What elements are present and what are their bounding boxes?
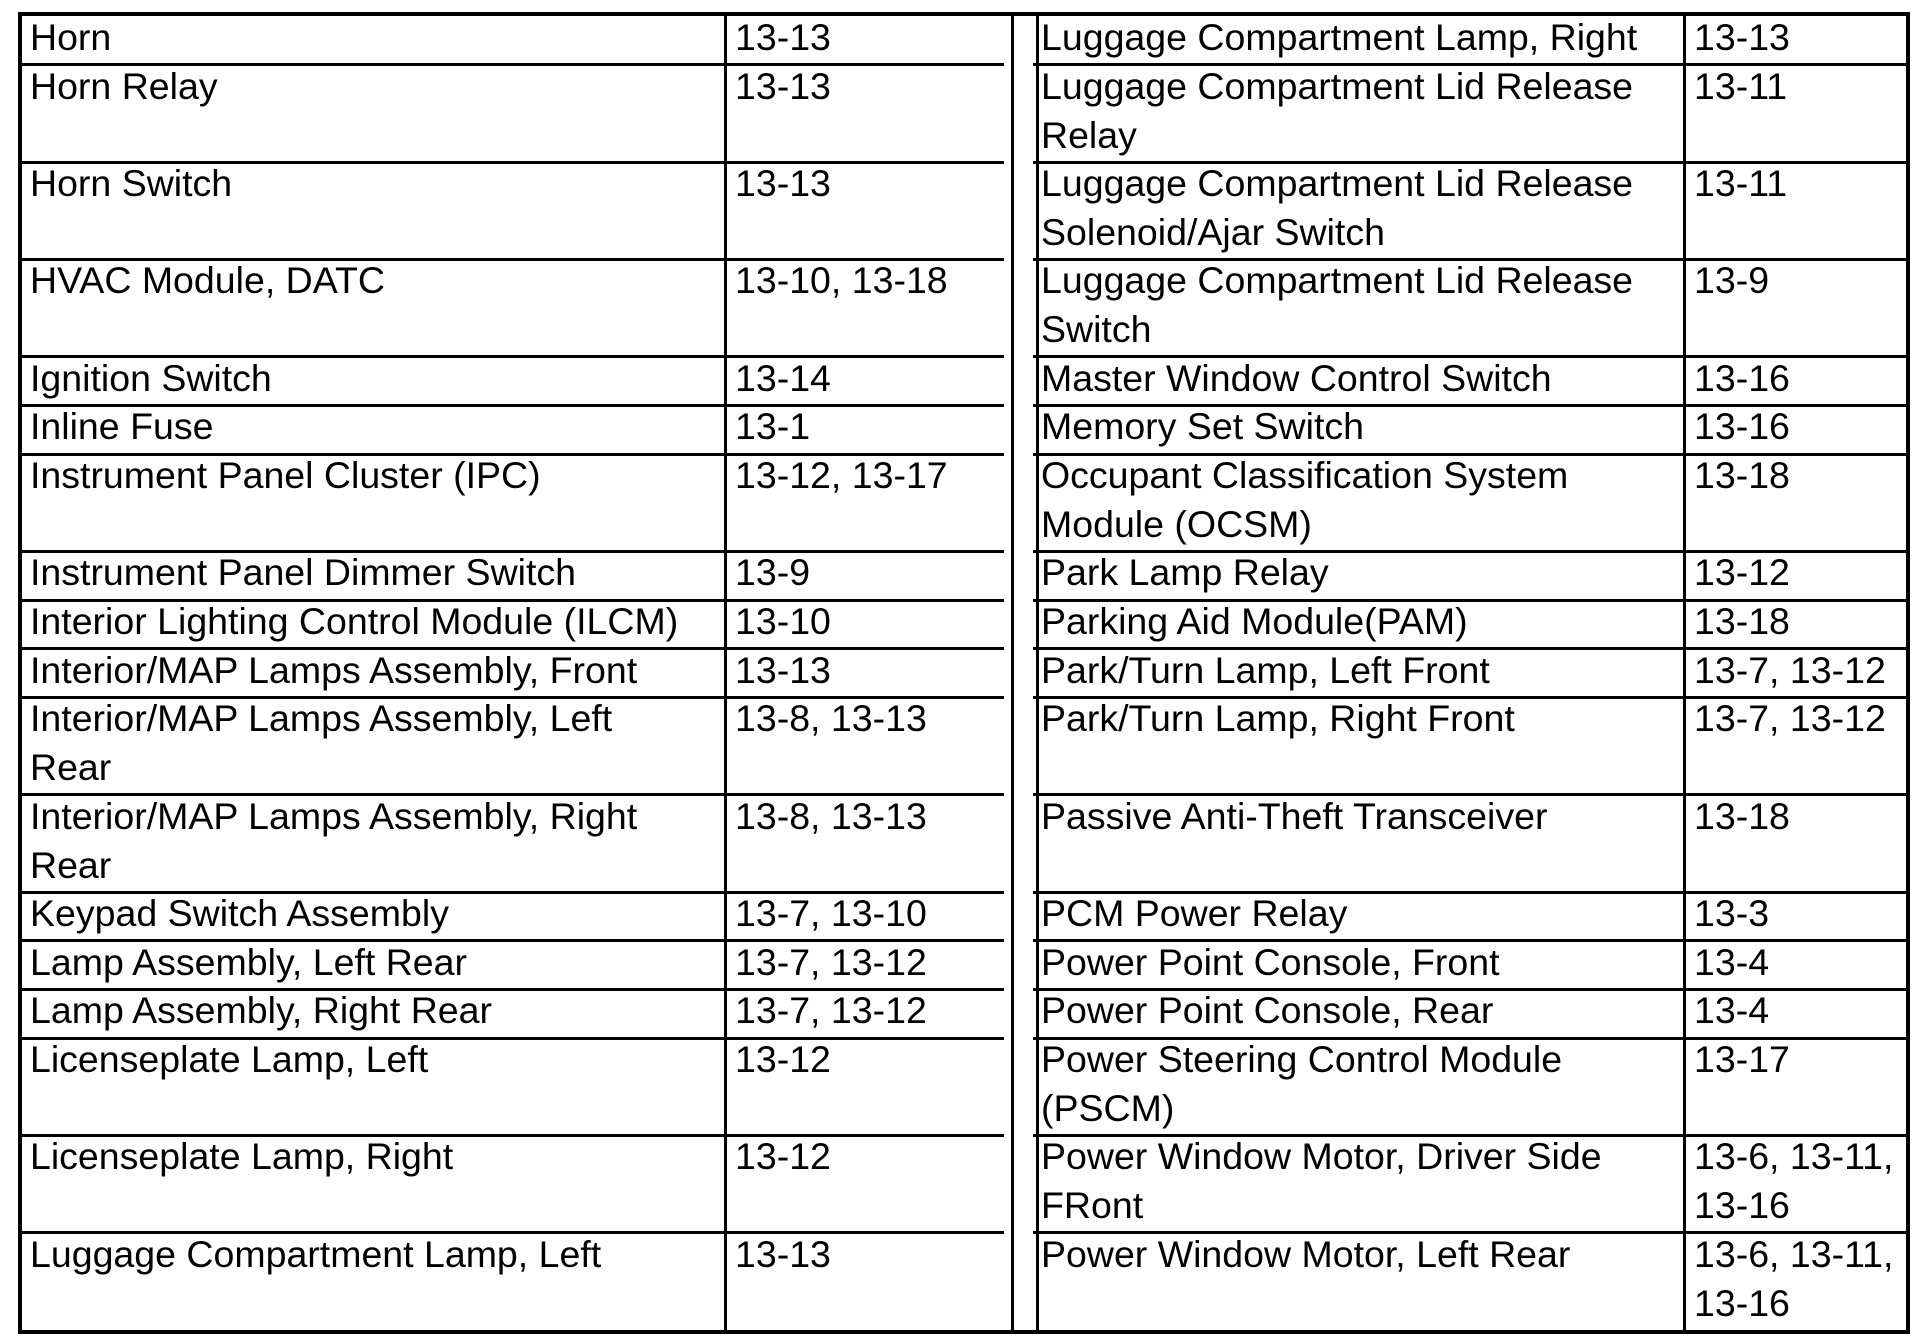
- page-reference-cell: 13-7, 13-12: [1694, 697, 1886, 740]
- component-name-cell: Power Steering Control Module (PSCM): [1041, 1038, 1563, 1129]
- component-name-cell: Power Window Motor, Left Rear: [1041, 1232, 1571, 1275]
- component-name-cell: Lamp Assembly, Right Rear: [30, 989, 492, 1032]
- page-reference-cell: 13-7, 13-12: [1694, 648, 1886, 691]
- component-name-cell: Licenseplate Lamp, Left: [30, 1038, 429, 1080]
- page-reference-cell: 13-10: [735, 600, 831, 642]
- component-name-cell: Ignition Switch: [30, 356, 272, 399]
- page-reference-cell: 13-6, 13-11, 13-16: [1694, 1135, 1894, 1227]
- component-name-cell: Parking Aid Module(PAM): [1041, 600, 1468, 642]
- page-reference-cell: 13-6, 13-11, 13-16: [1694, 1232, 1894, 1324]
- page-reference-cell: 13-13: [735, 64, 831, 107]
- page-reference-cell: 13-16: [1694, 405, 1790, 448]
- component-name-cell: Park/Turn Lamp, Left Front: [1041, 648, 1490, 691]
- page-reference-cell: 13-7, 13-12: [735, 940, 927, 983]
- component-name-cell: Park Lamp Relay: [1041, 551, 1329, 594]
- component-name-cell: Interior/MAP Lamps Assembly, Left Rear: [30, 697, 613, 789]
- component-name-cell: Horn Relay: [30, 64, 218, 107]
- component-name-cell: Horn: [30, 16, 112, 58]
- component-name-cell: Park/Turn Lamp, Right Front: [1041, 697, 1515, 740]
- component-name-cell: PCM Power Relay: [1041, 892, 1348, 934]
- page-reference-cell: 13-4: [1694, 989, 1770, 1032]
- component-name-cell: Horn Switch: [30, 162, 233, 204]
- page-reference-cell: 13-1: [735, 405, 811, 448]
- page-reference-cell: 13-9: [735, 551, 811, 594]
- page-reference-cell: 13-16: [1694, 356, 1790, 399]
- page-reference-cell: 13-11: [1694, 162, 1788, 204]
- component-index-table: [18, 12, 1910, 1334]
- component-name-cell: Keypad Switch Assembly: [30, 892, 449, 934]
- page-reference-cell: 13-12: [735, 1038, 831, 1080]
- page-reference-cell: 13-3: [1694, 892, 1770, 934]
- page-reference-cell: 13-8, 13-13: [735, 697, 927, 740]
- page-reference-cell: 13-18: [1694, 600, 1790, 642]
- component-name-cell: Instrument Panel Dimmer Switch: [30, 551, 577, 594]
- page-reference-cell: 13-12: [735, 1135, 831, 1178]
- page-reference-cell: 13-11: [1694, 64, 1788, 107]
- component-name-cell: Instrument Panel Cluster (IPC): [30, 454, 541, 496]
- page-reference-cell: 13-7, 13-12: [735, 989, 927, 1032]
- page-reference-cell: 13-13: [735, 16, 831, 58]
- component-name-cell: Master Window Control Switch: [1041, 356, 1552, 399]
- component-name-cell: Power Point Console, Rear: [1041, 989, 1494, 1032]
- component-name-cell: Power Window Motor, Driver Side FRont: [1041, 1135, 1602, 1227]
- page-reference-cell: 13-14: [735, 356, 831, 399]
- component-name-cell: Passive Anti-Theft Transceiver: [1041, 794, 1548, 837]
- component-name-cell: Power Point Console, Front: [1041, 940, 1500, 983]
- page-reference-cell: 13-13: [735, 648, 831, 691]
- page-reference-cell: 13-10, 13-18: [735, 259, 948, 302]
- component-name-cell: Interior/MAP Lamps Assembly, Front: [30, 648, 638, 691]
- page-reference-cell: 13-13: [1694, 16, 1790, 58]
- page-reference-cell: 13-13: [735, 1232, 831, 1275]
- page-reference-cell: 13-18: [1694, 794, 1790, 837]
- component-name-cell: Memory Set Switch: [1041, 405, 1364, 448]
- page-reference-cell: 13-9: [1694, 259, 1770, 302]
- component-name-cell: Luggage Compartment Lid Release Solenoid/Ajar Switch: [1041, 162, 1634, 253]
- component-name-cell: Luggage Compartment Lid Release Switch: [1041, 259, 1634, 351]
- component-name-cell: Interior Lighting Control Module (ILCM): [30, 600, 679, 642]
- component-name-cell: Luggage Compartment Lid Release Relay: [1041, 64, 1634, 156]
- component-name-cell: Luggage Compartment Lamp, Right: [1041, 16, 1638, 58]
- page-reference-cell: 13-18: [1694, 454, 1790, 496]
- page-reference-cell: 13-8, 13-13: [735, 794, 927, 837]
- component-name-cell: Interior/MAP Lamps Assembly, Right Rear: [30, 794, 638, 886]
- page-reference-cell: 13-4: [1694, 940, 1770, 983]
- page-reference-cell: 13-12: [1694, 551, 1790, 594]
- component-name-cell: Luggage Compartment Lamp, Left: [30, 1232, 602, 1275]
- component-name-cell: Inline Fuse: [30, 405, 214, 448]
- page-reference-cell: 13-13: [735, 162, 831, 204]
- page-reference-cell: 13-17: [1694, 1038, 1790, 1080]
- page-reference-cell: 13-7, 13-10: [735, 892, 927, 934]
- component-name-cell: Occupant Classification System Module (OCSM): [1041, 454, 1569, 545]
- component-name-cell: Lamp Assembly, Left Rear: [30, 940, 467, 983]
- page-reference-cell: 13-12, 13-17: [735, 454, 948, 496]
- component-name-cell: Licenseplate Lamp, Right: [30, 1135, 454, 1178]
- component-name-cell: HVAC Module, DATC: [30, 259, 385, 302]
